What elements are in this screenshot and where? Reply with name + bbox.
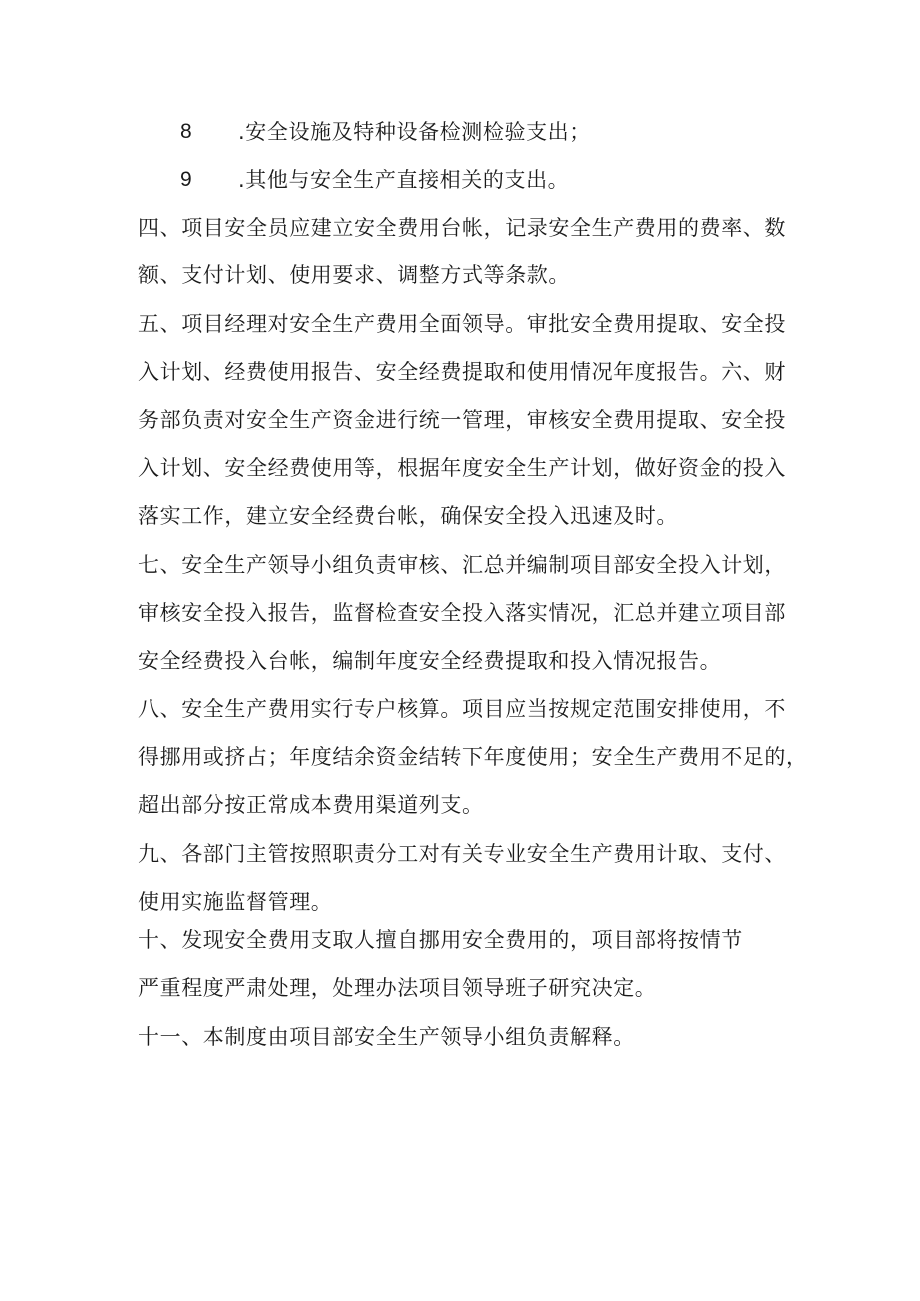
paragraph-line: 八、安全生产费用实行专户核算。项目应当按规定范围安排使用，不 (138, 697, 786, 721)
item-text: .安全设施及特种设备检测检验支出； (238, 120, 591, 144)
paragraph-line: 四、项目安全员应建立安全费用台帐，记录安全生产费用的费率、数 (138, 216, 786, 240)
item-number: 9 (180, 168, 192, 191)
paragraph-line: 额、支付计划、使用要求、调整方式等条款。 (138, 263, 570, 287)
paragraph-line: 入计划、经费使用报告、安全经费提取和使用情况年度报告。六、财 (138, 360, 786, 384)
paragraph-line: 安全经费投入台帐，编制年度安全经费提取和投入情况报告。 (138, 649, 722, 673)
paragraph-line: 得挪用或挤占；年度结余资金结转下年度使用；安全生产费用不足的， (138, 745, 808, 769)
paragraph-line: 落实工作，建立安全经费台帐，确保安全投入迅速及时。 (138, 504, 678, 528)
item-text: .其他与安全生产直接相关的支出。 (238, 168, 570, 192)
paragraph-line: 严重程度严肃处理，处理办法项目领导班子研究决定。 (138, 976, 657, 1000)
paragraph-line: 务部负责对安全生产资金进行统一管理，审核安全费用提取、安全投 (138, 408, 786, 432)
paragraph-line: 审核安全投入报告，监督检查安全投入落实情况，汇总并建立项目部 (138, 601, 786, 625)
paragraph-line: 九、各部门主管按照职责分工对有关专业安全生产费用计取、支付、 (138, 842, 786, 866)
paragraph-line: 五、项目经理对安全生产费用全面领导。审批安全费用提取、安全投 (138, 312, 786, 336)
paragraph-line: 入计划、安全经费使用等，根据年度安全生产计划，做好资金的投入 (138, 456, 786, 480)
paragraph-line: 十一、本制度由项目部安全生产领导小组负责解释。 (138, 1025, 635, 1049)
paragraph-line: 十、发现安全费用支取人擅自挪用安全费用的，项目部将按情节 (138, 928, 743, 952)
item-number: 8 (180, 120, 192, 143)
paragraph-line: 使用实施监督管理。 (138, 890, 333, 914)
paragraph-line: 七、安全生产领导小组负责审核、汇总并编制项目部安全投入计划， (138, 553, 786, 577)
paragraph-line: 超出部分按正常成本费用渠道列支。 (138, 793, 484, 817)
